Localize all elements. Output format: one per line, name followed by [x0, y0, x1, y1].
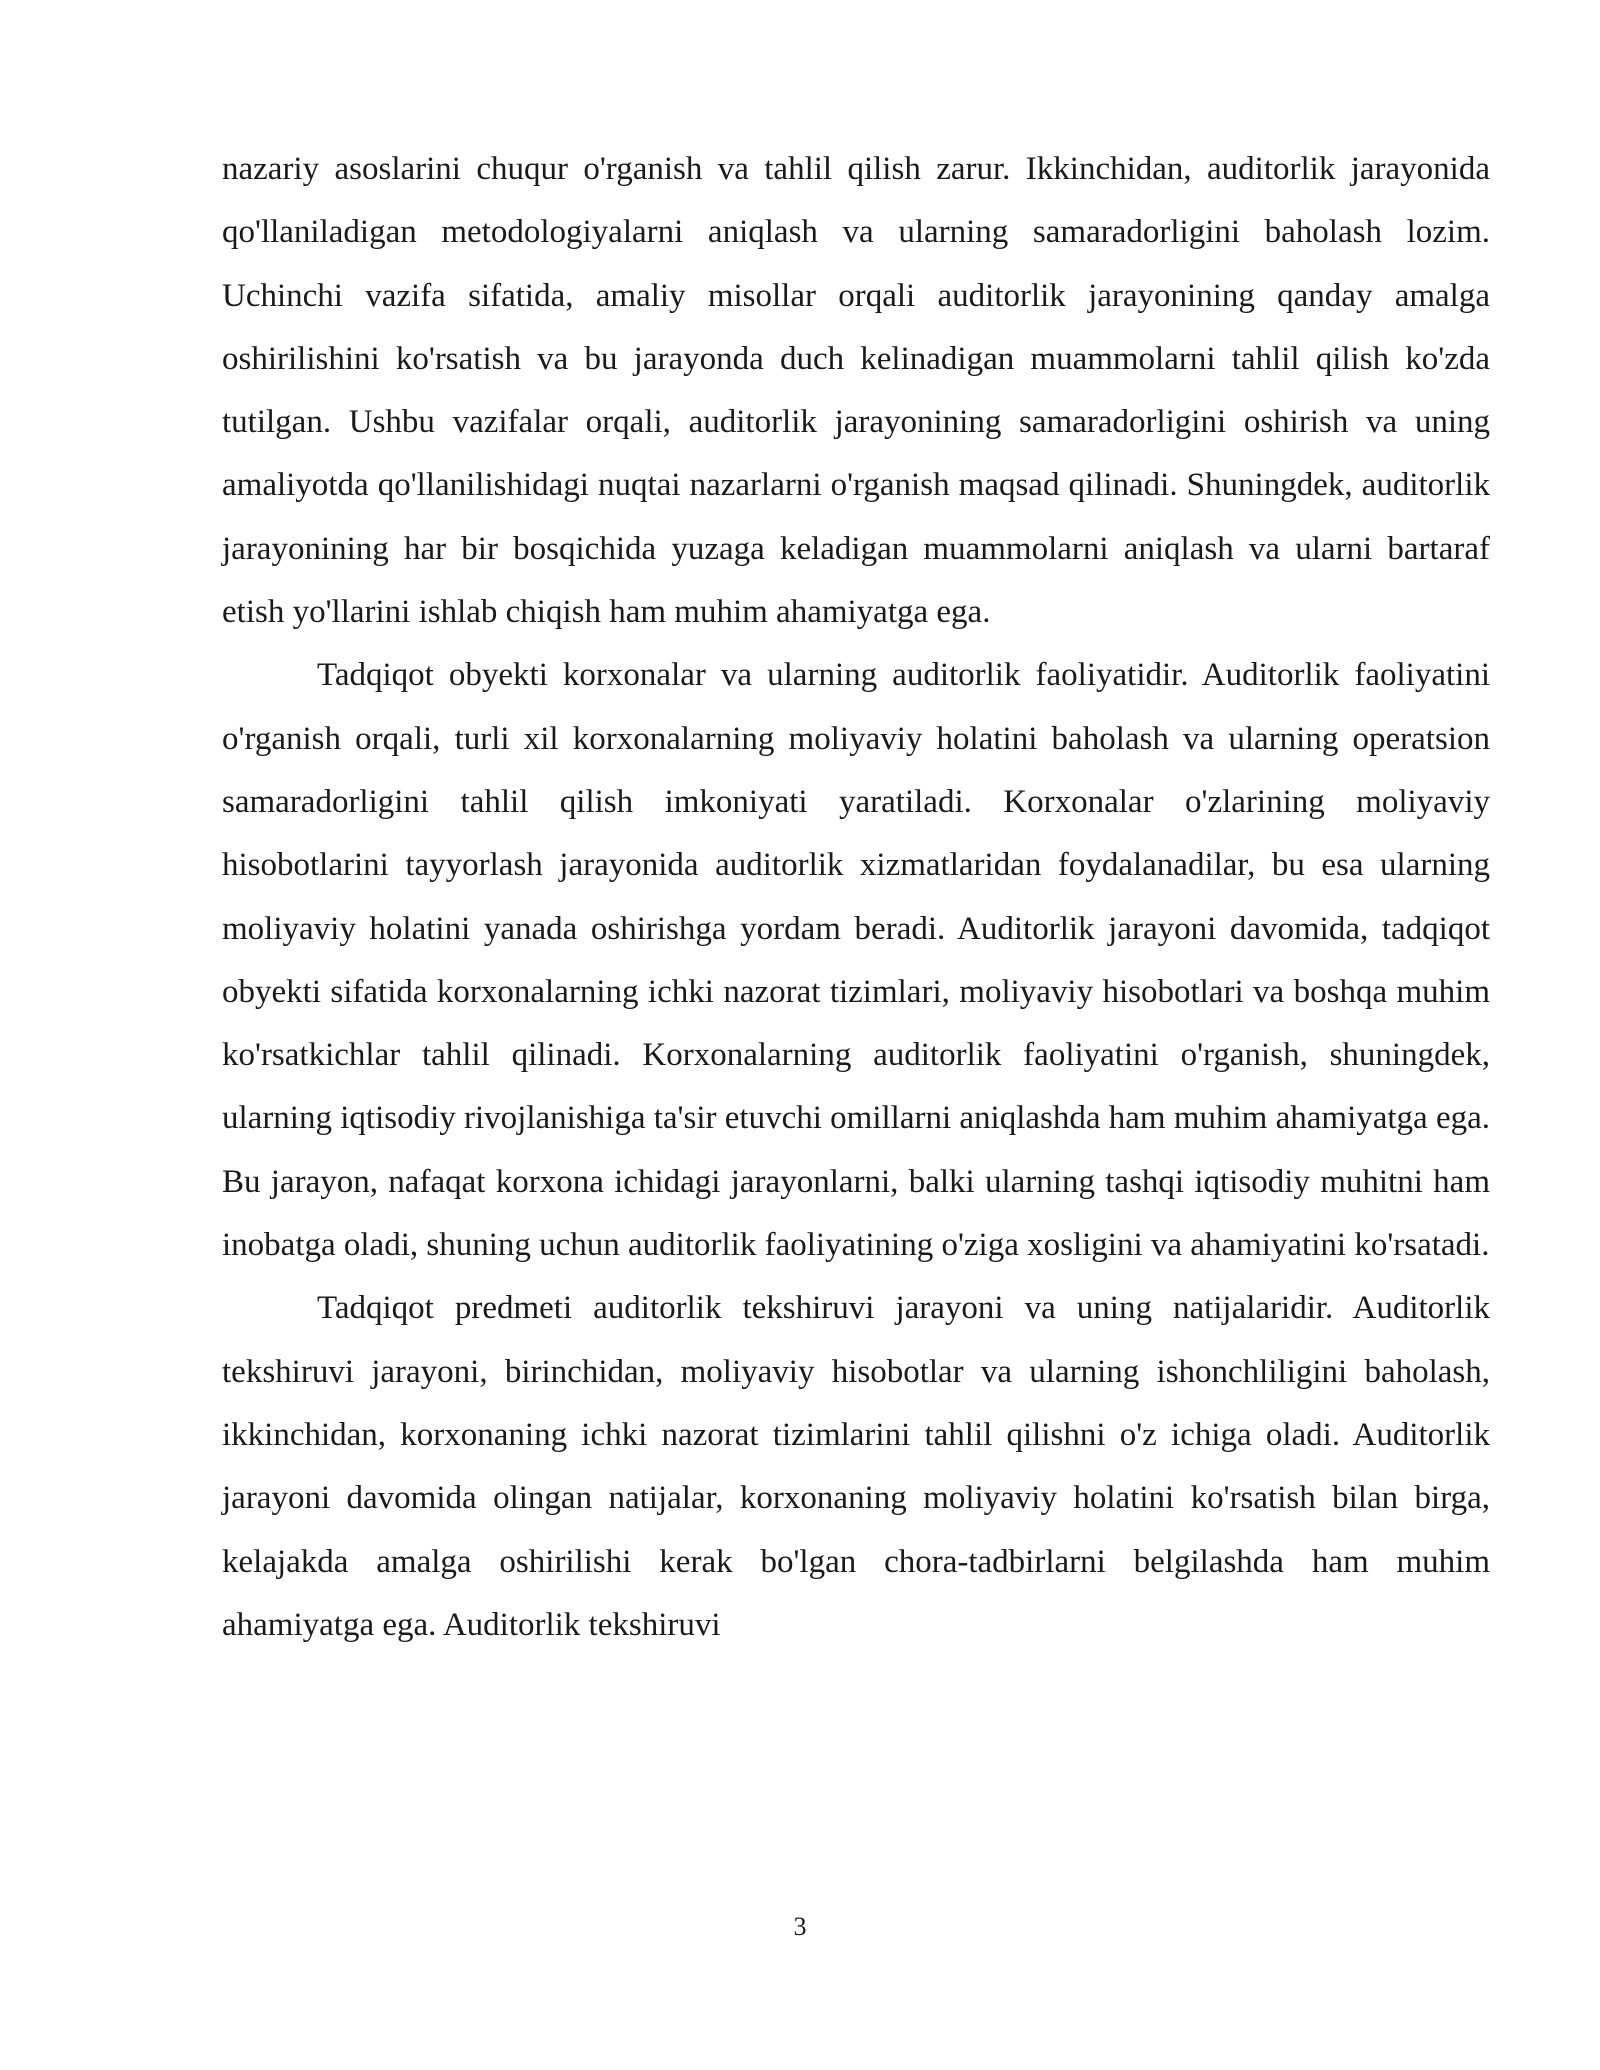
- body-text: [222, 138, 1490, 1657]
- paragraph-research-object: Tadqiqot obyekti korxonalar va ularning auditorlik faoliyatidir. Auditorlik faoliyatini o'rganish orqali, turli xil korxonalarning moliyaviy holatini baholash va ularning operatsion samaradorligini tahlil qilish imkoniyati yaratiladi. Korxonalar o'zlarining moliyaviy hisobotlarini tayyorlash jarayonida auditorlik xizmatlaridan foydalanadilar, bu esa ularning moliyaviy holatini yanada oshirishga yordam beradi. Auditorlik jarayoni davomida, tadqiqot obyekti sifatida korxonalarning ichki nazorat tizimlari, moliyaviy hisobotlari va boshqa muhim ko'rsatkichlar tahlil qilinadi. Korxonalarning auditorlik faoliyatini o'rganish, shuningdek, ularning iqtisodiy rivojlanishiga ta'sir etuvchi omillarni aniqlashda ham muhim ahamiyatga ega. Bu jarayon, nafaqat korxona ichidagi jarayonlarni, balki ularning tashqi iqtisodiy muhitni ham inobatga oladi, shuning uchun auditorlik faoliyatining o'ziga xosligini va ahamiyatini ko'rsatadi.: [222, 657, 1490, 1264]
- paragraph-research-subject: Tadqiqot predmeti auditorlik tekshiruvi jarayoni va uning natijalaridir. Auditorlik tekshiruvi jarayoni, birinchidan, moliyaviy hisobotlar va ularning ishonchliligini baholash, ikkinchidan, korxonaning ichki nazorat tizimlarini tahlil qilishni o'z ichiga oladi. Auditorlik jarayoni davomida olingan natijalar, korxonaning moliyaviy holatini ko'rsatish bilan birga, kelajakda amalga oshirilishi kerak bo'lgan chora-tadbirlarni belgilashda ham muhim ahamiyatga ega. Auditorlik tekshiruvi: [222, 1290, 1490, 1643]
- paragraph-tasks-continued: nazariy asoslarini chuqur o'rganish va tahlil qilish zarur. Ikkinchidan, auditorlik jarayonida qo'llaniladigan metodologiyalarni aniqlash va ularning samaradorligini baholash lozim. Uchinchi vazifa sifatida, amaliy misollar orqali auditorlik jarayonining qanday amalga oshirilishini ko'rsatish va bu jarayonda duch kelinadigan muammolarni tahlil qilish ko'zda tutilgan. Ushbu vazifalar orqali, auditorlik jarayonining samaradorligini oshirish va uning amaliyotda qo'llanilishidagi nuqtai nazarlarni o'rganish maqsad qilinadi. Shuningdek, auditorlik jarayonining har bir bosqichida yuzaga keladigan muammolarni aniqlash va ularni bartaraf etish yo'llarini ishlab chiqish ham muhim ahamiyatga ega.: [222, 151, 1490, 631]
- page-number: 3: [793, 1912, 807, 1941]
